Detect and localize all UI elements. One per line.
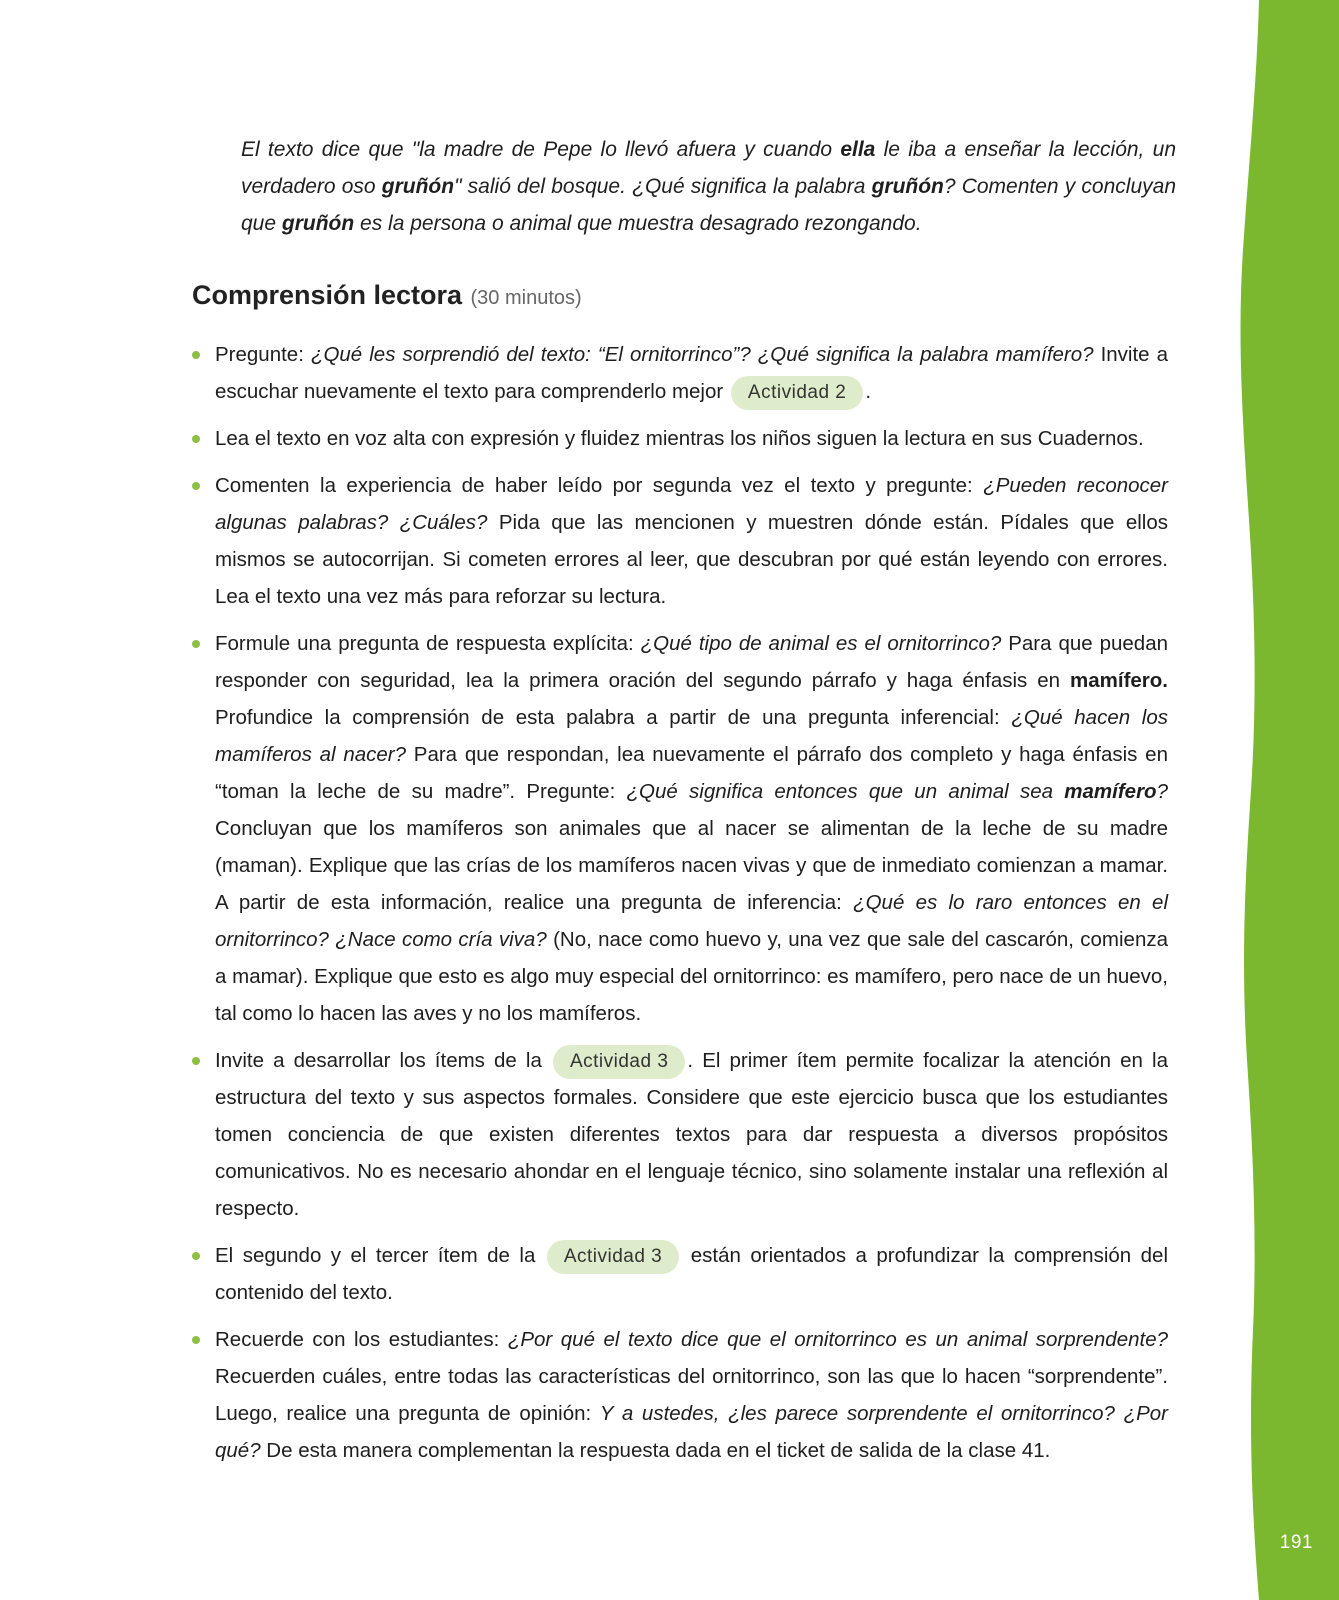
list-item: Formule una pregunta de respuesta explícita: ¿Qué tipo de animal es el ornitorrinco? Para que puedan responder con seguridad, lea la primera oración del segundo párrafo y haga énfasis en mamífero. Profundice la comprensión de esta palabra a partir de una pregunta inferencial: ¿Qué hacen los mamíferos al nacer? Para que respondan, lea nuevamente el párrafo dos completo y haga énfasis en “toman la leche de su madre”. Pregunte: ¿Qué significa entonces que un animal sea mamífero? Concluyan que los mamíferos son animales que al nacer se alimentan de la leche de su madre (maman). Explique que las crías de los mamíferos nacen vivas y que de inmediato comienzan a mamar. A partir de esta información, realice una pregunta de inferencia: ¿Qué es lo raro entonces en el ornitorrinco? ¿Nace como cría viva? (No, nace como huevo y, una vez que sale del cascarón, comienza a mamar). Explique que esto es algo muy especial del ornitorrinco: es mamífero, pero nace de un huevo, tal como lo hacen las aves y no los mamíferos. bbox=[192, 625, 1168, 1032]
intro-paragraph: El texto dice que "la madre de Pepe lo llevó afuera y cuando ella le iba a enseñar la lección, un verdadero oso gruñón" salió del bosque. ¿Qué significa la palabra gruñón? Comenten y concluyan que gruñón es la persona o animal que muestra desagrado rezongando. bbox=[241, 138, 1177, 235]
section-heading bbox=[192, 280, 582, 311]
activity-tag: Actividad 3 bbox=[553, 1045, 685, 1079]
green-band-shape bbox=[1229, 0, 1339, 1600]
section-duration: (30 minutos) bbox=[470, 287, 582, 309]
activity-tag: Actividad 3 bbox=[547, 1240, 679, 1274]
activity-tag: Actividad 2 bbox=[731, 376, 863, 410]
section-title: Comprensión lectora bbox=[192, 280, 463, 310]
list-item: Pregunte: ¿Qué les sorprendió del texto: “El ornitorrinco”? ¿Qué significa la palabra mamífero? Invite a escuchar nuevamente el texto para comprenderlo mejor Actividad 2 . bbox=[192, 336, 1168, 410]
list-item: Comenten la experiencia de haber leído por segunda vez el texto y pregunte: ¿Pueden reconocer algunas palabras? ¿Cuáles? Pida que las mencionen y muestren dónde están. Pídales que ellos mismos se autocorrijan. Si cometen errores al leer, que descubran por qué están leyendo con errores. Lea el texto una vez más para reforzar su lectura. bbox=[192, 467, 1168, 615]
green-side-band bbox=[1229, 0, 1339, 1600]
page-number: 191 bbox=[1279, 1532, 1313, 1553]
bullet-dot-icon bbox=[192, 435, 200, 443]
instruction-list bbox=[192, 336, 1168, 1479]
list-item: Invite a desarrollar los ítems de la Actividad 3 . El primer ítem permite focalizar la atención en la estructura del texto y sus aspectos formales. Considere que este ejercicio busca que los estudiantes tomen conciencia de que existen diferentes textos para dar respuesta a diversos propósitos comunicativos. No es necesario ahondar en el lenguaje técnico, sino solamente instalar una reflexión al respecto. bbox=[192, 1042, 1168, 1227]
list-item: El segundo y el tercer ítem de la Actividad 3 están orientados a profundizar la comprensión del contenido del texto. bbox=[192, 1237, 1168, 1311]
bullet-dot-icon bbox=[192, 640, 200, 648]
list-item: Recuerde con los estudiantes: ¿Por qué el texto dice que el ornitorrinco es un animal sorprendente? Recuerden cuáles, entre todas las características del ornitorrinco, son las que lo hacen “sorprendente”. Luego, realice una pregunta de opinión: Y a ustedes, ¿les parece sorprendente el ornitorrinco? ¿Por qué? De esta manera complementan la respuesta dada en el ticket de salida de la clase 41. bbox=[192, 1321, 1168, 1469]
bullet-dot-icon bbox=[192, 1336, 200, 1344]
bullet-dot-icon bbox=[192, 482, 200, 490]
bullet-dot-icon bbox=[192, 1252, 200, 1260]
bullet-dot-icon bbox=[192, 1057, 200, 1065]
list-item: Lea el texto en voz alta con expresión y fluidez mientras los niños siguen la lectura en sus Cuadernos. bbox=[192, 420, 1168, 457]
bullet-dot-icon bbox=[192, 351, 200, 359]
